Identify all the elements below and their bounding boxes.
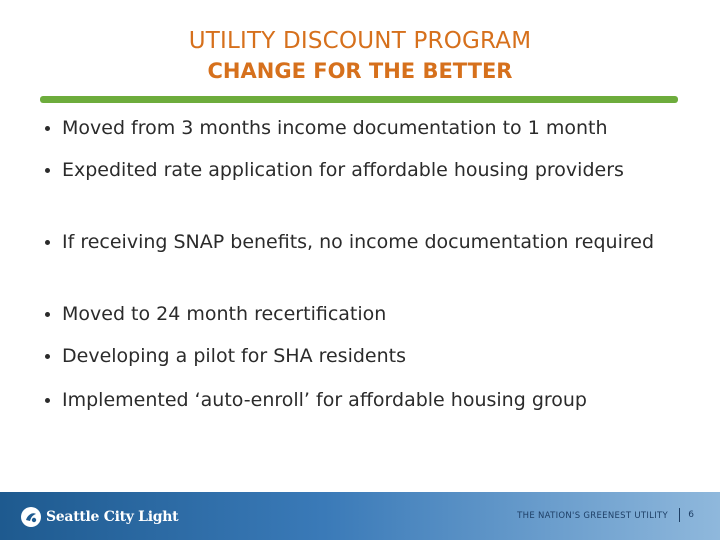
bullet-dot-icon xyxy=(45,398,50,403)
bullet-text: Moved to 24 month recertification xyxy=(62,303,387,325)
title-block xyxy=(0,26,720,86)
bullet-text: Moved from 3 months income documentation to 1 month xyxy=(62,117,608,139)
page-number: 6 xyxy=(688,510,694,520)
bullet-text: Developing a pilot for SHA residents xyxy=(62,345,407,367)
bullet-item xyxy=(40,228,654,256)
seattle-city-light-logo-icon xyxy=(20,506,42,528)
bullet-text: Implemented ‘auto-enroll’ for affordable housing group xyxy=(62,389,587,411)
footer-bar xyxy=(0,492,720,540)
bullet-item xyxy=(40,342,406,370)
footer-separator xyxy=(679,508,680,522)
bullet-dot-icon xyxy=(45,312,50,317)
bullet-dot-icon xyxy=(45,240,50,245)
footer-tagline: THE NATION'S GREENEST UTILITY xyxy=(517,511,668,521)
title-divider xyxy=(40,96,678,103)
bullet-dot-icon xyxy=(45,354,50,359)
bullet-item xyxy=(40,300,386,328)
bullet-text: Expedited rate application for affordable housing providers xyxy=(62,159,624,181)
bullet-text: If receiving SNAP benefits, no income documentation required xyxy=(62,231,655,253)
brand-logo xyxy=(20,504,178,530)
bullet-item xyxy=(40,386,587,414)
bullet-dot-icon xyxy=(45,126,50,131)
bullet-item xyxy=(40,156,624,184)
bullet-dot-icon xyxy=(45,168,50,173)
bullet-item xyxy=(40,114,608,142)
slide-subtitle: CHANGE FOR THE BETTER xyxy=(207,59,513,83)
logo-text: Seattle City Light xyxy=(46,509,179,525)
slide-title: UTILITY DISCOUNT PROGRAM xyxy=(188,28,532,54)
